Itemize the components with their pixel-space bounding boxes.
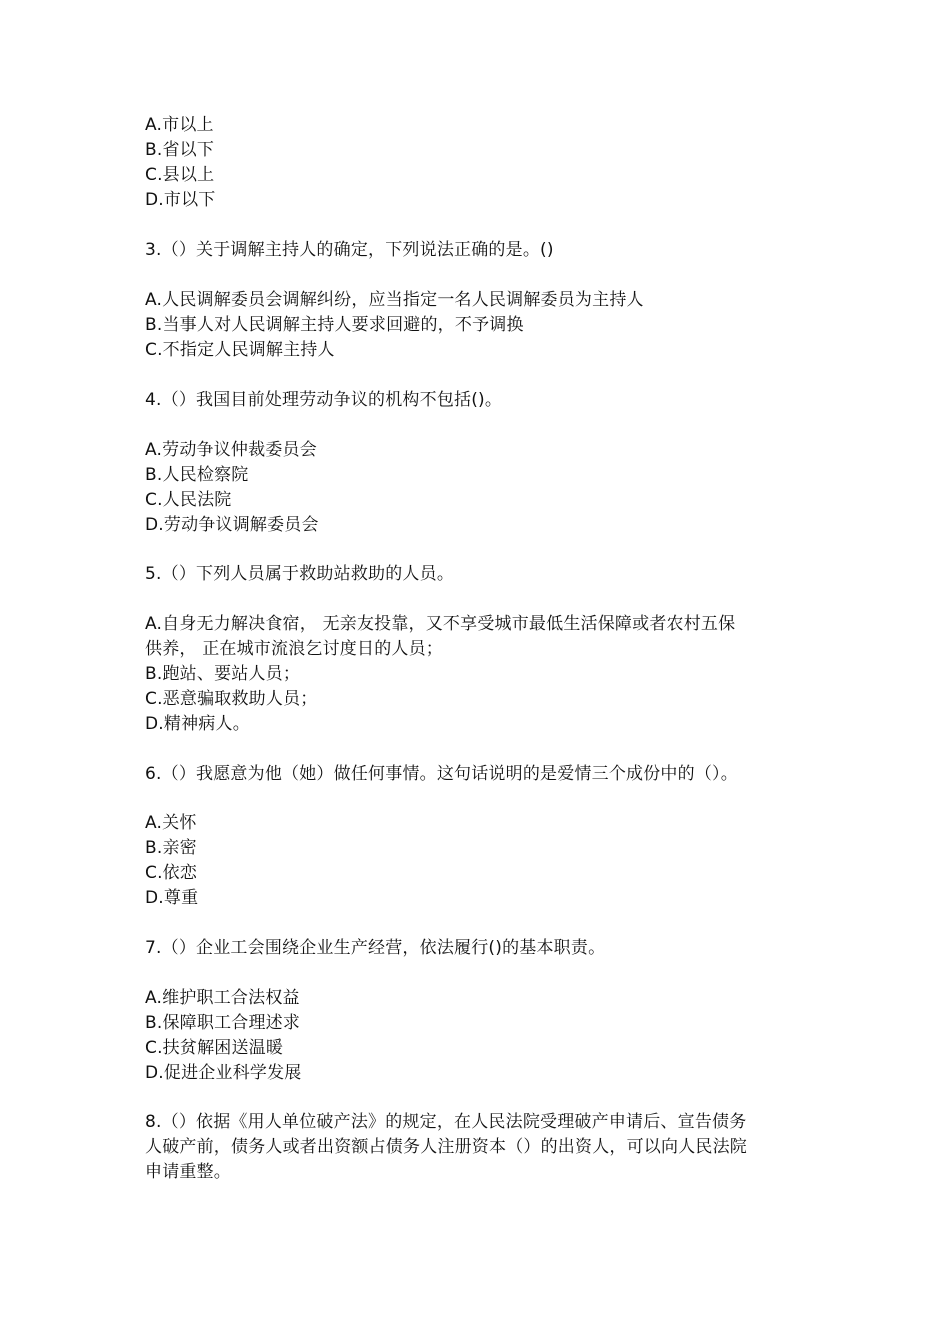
q5-option-a-line2: 供养， 正在城市流浪乞讨度日的人员；: [145, 639, 444, 659]
question-7: 7.（）企业工会围绕企业生产经营，依法履行()的基本职责。: [145, 938, 606, 958]
q3-option-a: A.人民调解委员会调解纠纷，应当指定一名人民调解委员为主持人: [145, 290, 644, 310]
q3-option-b: B.当事人对人民调解主持人要求回避的，不予调换: [145, 315, 524, 335]
q7-option-a: A.维护职工合法权益: [145, 988, 300, 1008]
q5-option-c: C.恶意骗取救助人员；: [145, 689, 318, 709]
option-a: A.市以上: [145, 115, 214, 135]
question-4: 4.（）我国目前处理劳动争议的机构不包括()。: [145, 390, 503, 410]
q6-option-b: B.亲密: [145, 838, 197, 858]
q4-option-d: D.劳动争议调解委员会: [145, 515, 319, 535]
question-8-line3: 申请重整。: [145, 1162, 231, 1182]
question-6: 6.（）我愿意为他（她）做任何事情。这句话说明的是爱情三个成份中的（）。: [145, 764, 738, 784]
q3-option-c: C.不指定人民调解主持人: [145, 340, 335, 360]
q6-option-d: D.尊重: [145, 888, 199, 908]
q7-option-b: B.保障职工合理述求: [145, 1013, 301, 1033]
q5-option-a-line1: A.自身无力解决食宿， 无亲友投靠，又不享受城市最低生活保障或者农村五保: [145, 614, 736, 634]
q5-option-d: D.精神病人。: [145, 714, 250, 734]
option-d: D.市以下: [145, 190, 216, 210]
question-5: 5.（）下列人员属于救助站救助的人员。: [145, 564, 455, 584]
question-3: 3.（）关于调解主持人的确定，下列说法正确的是。(): [145, 240, 554, 260]
q6-option-c: C.依恋: [145, 863, 198, 883]
q4-option-a: A.劳动争议仲裁委员会: [145, 440, 317, 460]
q5-option-b: B.跑站、要站人员；: [145, 664, 301, 684]
q6-option-a: A.关怀: [145, 813, 197, 833]
q7-option-c: C.扶贫解困送温暖: [145, 1038, 284, 1058]
q4-option-c: C.人民法院: [145, 490, 232, 510]
q4-option-b: B.人民检察院: [145, 465, 249, 485]
question-8-line2: 人破产前，债务人或者出资额占债务人注册资本（）的出资人，可以向人民法院: [145, 1137, 747, 1157]
question-8-line1: 8.（）依据《用人单位破产法》的规定，在人民法院受理破产申请后、宣告债务: [145, 1112, 747, 1132]
option-b: B.省以下: [145, 140, 215, 160]
option-c: C.县以上: [145, 165, 215, 185]
q7-option-d: D.促进企业科学发展: [145, 1063, 302, 1083]
